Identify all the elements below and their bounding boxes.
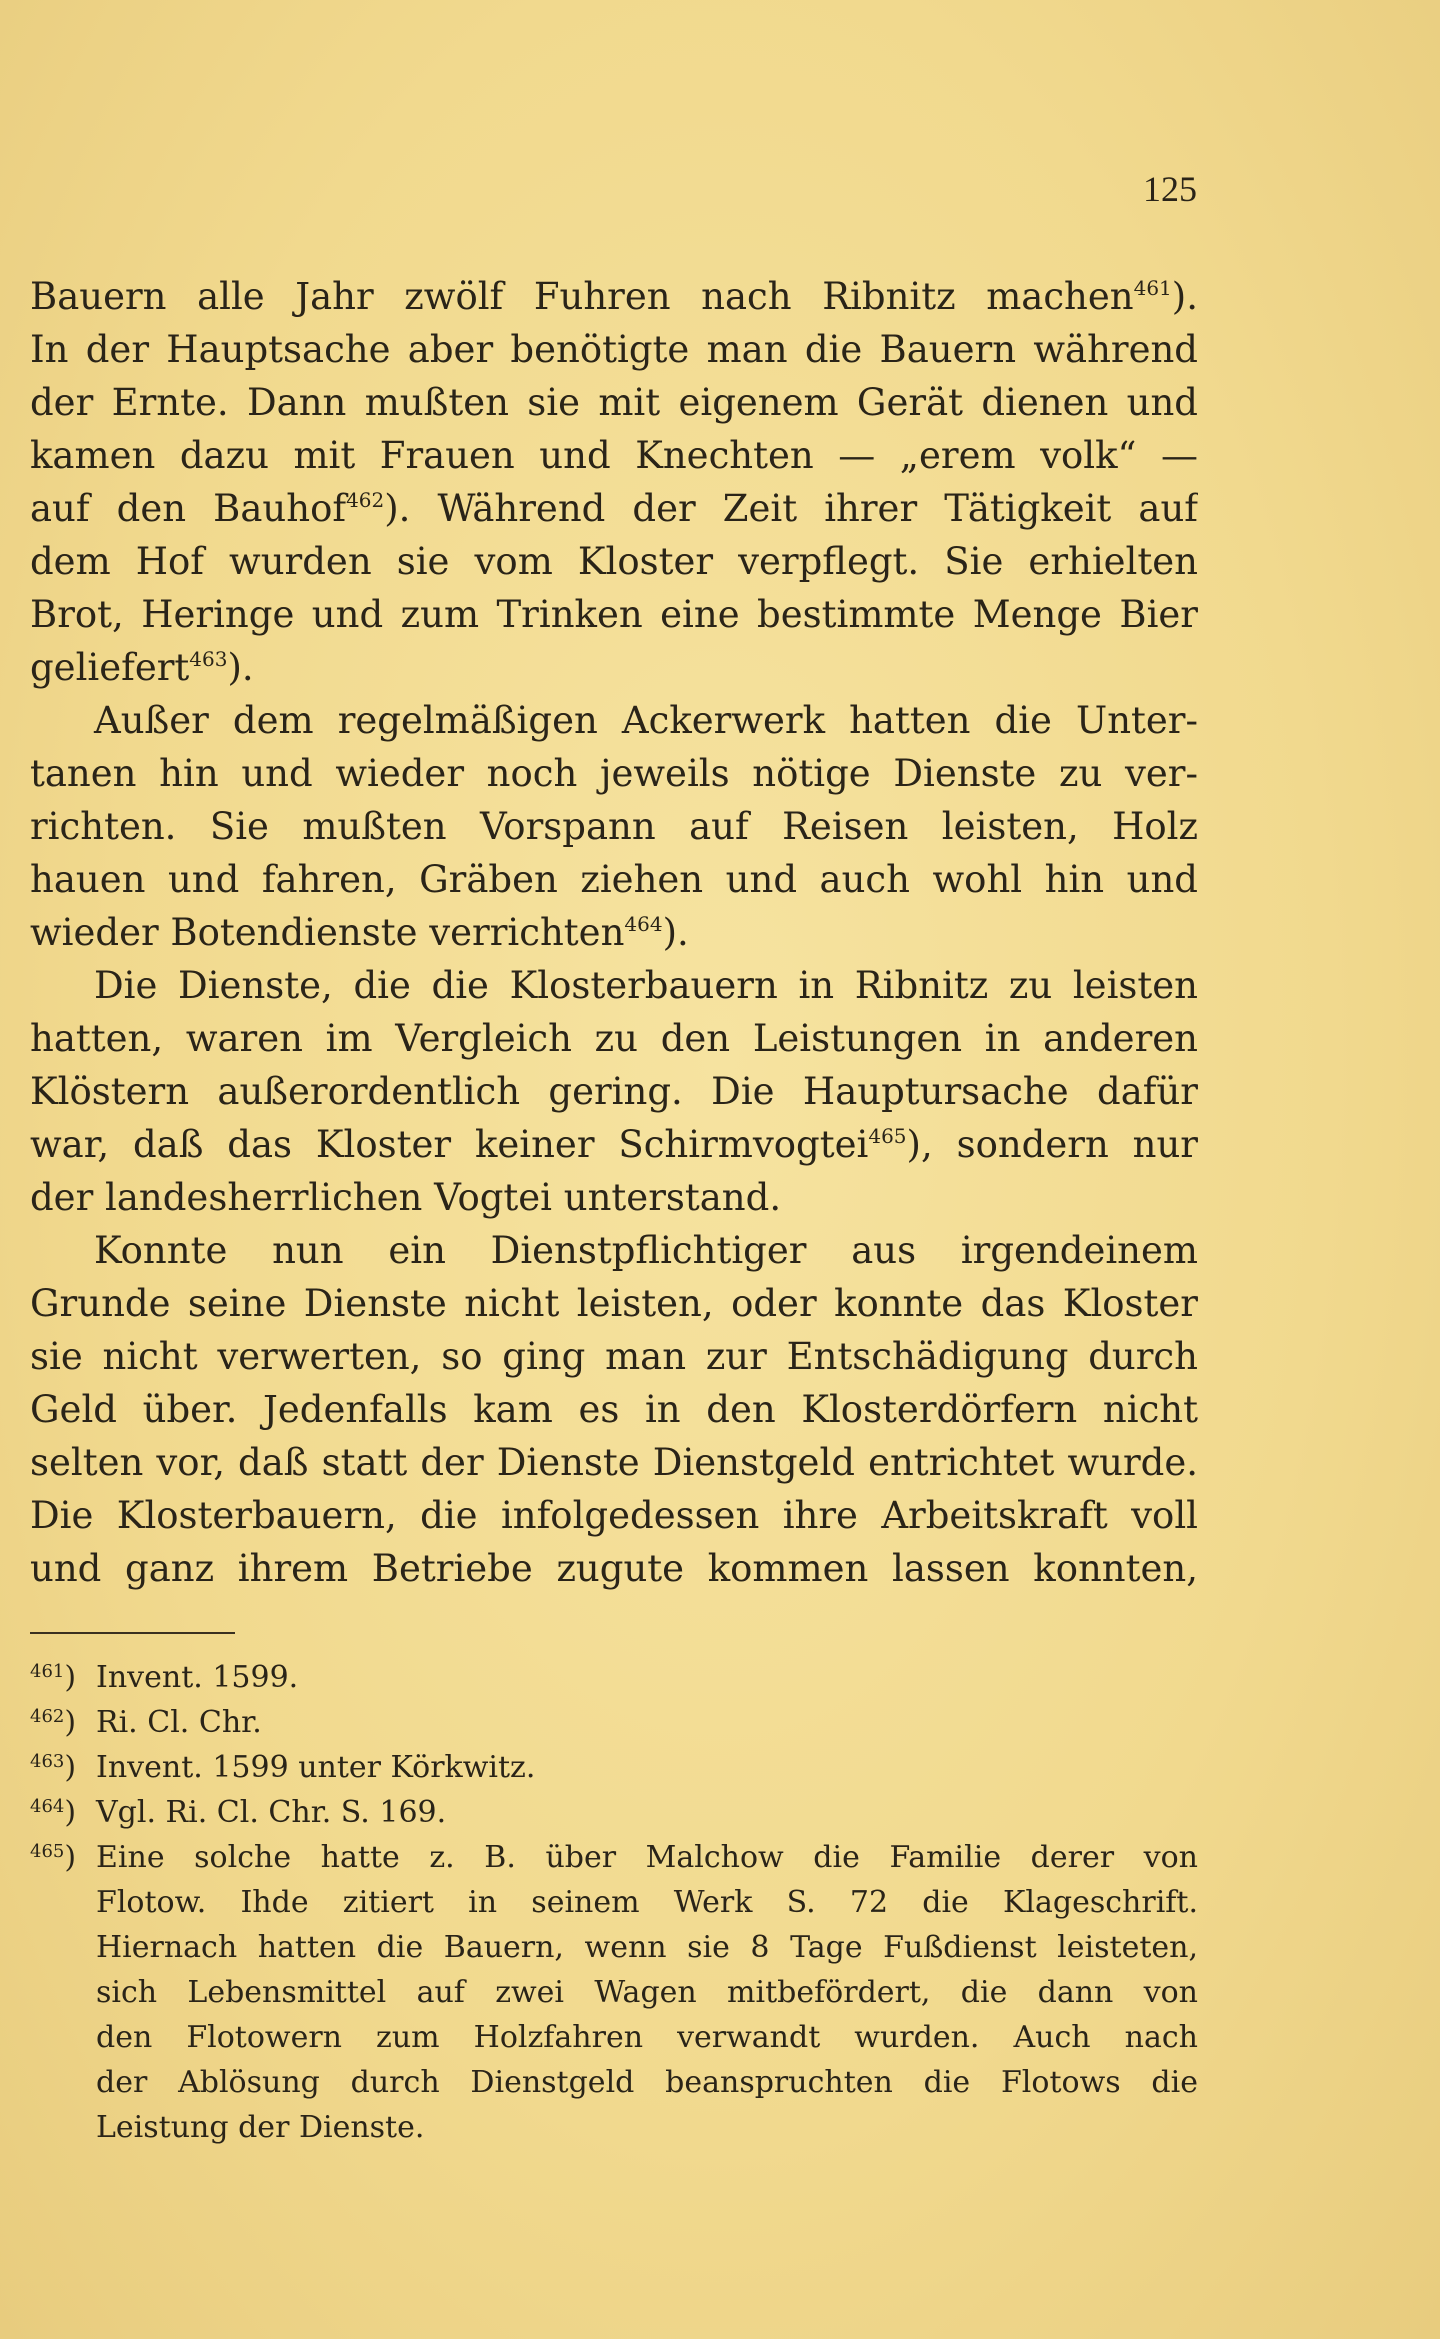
footnote-line: der Ablösung durch Dienstgeld beanspruchten die Flotows die (96, 2065, 1198, 2100)
footnote-463: $^{463}$) Invent. 1599 unter Körkwitz. (30, 1750, 536, 1785)
text-line: Außer dem regelmäßigen Ackerwerk hatten die Unter- (94, 699, 1198, 742)
footnote-465 (30, 1835, 1198, 2150)
text-line: war, daß das Kloster keiner Schirmvogtei$^{465}$), sondern nur (30, 1123, 1198, 1166)
text-line: hauen und fahren, Gräben ziehen und auch wohl hin und (30, 858, 1198, 901)
text-line: der Ernte. Dann mußten sie mit eigenem Gerät dienen und (30, 381, 1198, 424)
text-line: selten vor, daß statt der Dienste Dienstgeld entrichtet wurde. (30, 1441, 1198, 1484)
text-line: Die Klosterbauern, die infolgedessen ihre Arbeitskraft voll (30, 1494, 1198, 1537)
text-line: kamen dazu mit Frauen und Knechten — „erem volk“ — (30, 434, 1198, 477)
text-line: sie nicht verwerten, so ging man zur Entschädigung durch (30, 1335, 1198, 1378)
footnote-line: Hiernach hatten die Bauern, wenn sie 8 Tage Fußdienst leisteten, (96, 1930, 1198, 1965)
footnote-464: $^{464}$) Vgl. Ri. Cl. Chr. S. 169. (30, 1795, 447, 1830)
text-line: dem Hof wurden sie vom Kloster verpflegt. Sie erhielten (30, 540, 1198, 583)
footnote-line: Flotow. Ihde zitiert in seinem Werk S. 72 die Klageschrift. (96, 1885, 1198, 1920)
text-line: Klöstern außerordentlich gering. Die Hauptursache dafür (30, 1070, 1198, 1113)
text-line: richten. Sie mußten Vorspann auf Reisen leisten, Holz (30, 805, 1198, 848)
text-line: hatten, waren im Vergleich zu den Leistungen in anderen (30, 1017, 1198, 1060)
footnote-line: $^{465}$) Eine solche hatte z. B. über Malchow die Familie derer von (30, 1840, 1198, 1875)
footnote-divider (30, 1632, 235, 1634)
footnote-line: den Flotowern zum Holzfahren verwandt wurden. Auch nach (96, 2020, 1198, 2055)
footnote-462: $^{462}$) Ri. Cl. Chr. (30, 1705, 262, 1740)
text-line: In der Hauptsache aber benötigte man die Bauern während (30, 328, 1198, 371)
text-line: Die Dienste, die die Klosterbauern in Ribnitz zu leisten (94, 964, 1198, 1007)
footnote-line: sich Lebensmittel auf zwei Wagen mitbefördert, die dann von (96, 1975, 1198, 2010)
text-line: Konnte nun ein Dienstpflichtiger aus irgendeinem (94, 1229, 1198, 1272)
body-text (30, 270, 1198, 1595)
text-line: Brot, Heringe und zum Trinken eine bestimmte Menge Bier (30, 593, 1198, 636)
footnote-line: Leistung der Dienste. (96, 2110, 425, 2145)
text-line: Grunde seine Dienste nicht leisten, oder konnte das Kloster (30, 1282, 1198, 1325)
text-line: Geld über. Jedenfalls kam es in den Klosterdörfern nicht (30, 1388, 1198, 1431)
text-line: wieder Botendienste verrichten$^{464}$). (30, 911, 689, 954)
text-line: auf den Bauhof$^{462}$). Während der Zeit ihrer Tätigkeit auf (30, 487, 1198, 530)
text-line: Bauern alle Jahr zwölf Fuhren nach Ribnitz machen$^{461}$). (30, 275, 1198, 318)
footnotes (30, 1655, 1198, 2150)
page-number: 125 (1143, 169, 1197, 209)
text-line: tanen hin und wieder noch jeweils nötige Dienste zu ver- (30, 752, 1198, 795)
text-line: und ganz ihrem Betriebe zugute kommen lassen konnten, (30, 1547, 1198, 1590)
text-line: der landesherrlichen Vogtei unterstand. (30, 1176, 782, 1219)
footnote-461: $^{461}$) Invent. 1599. (30, 1660, 299, 1695)
text-line: geliefert$^{463}$). (30, 646, 254, 689)
